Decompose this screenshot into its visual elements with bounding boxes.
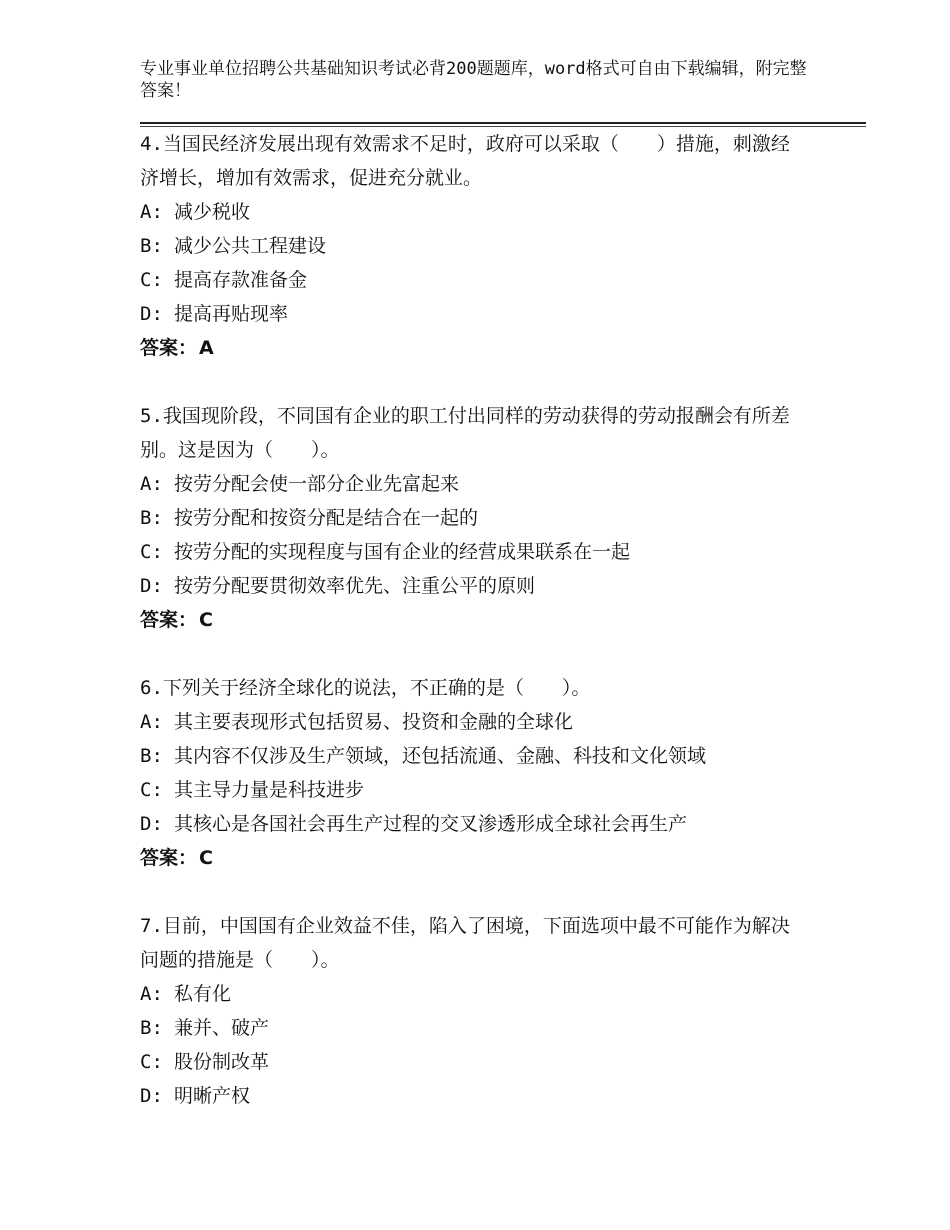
option-d	[140, 1079, 860, 1113]
option-b	[140, 1011, 860, 1045]
option-c	[140, 1045, 860, 1079]
option-b	[140, 501, 860, 535]
option-c	[140, 773, 860, 807]
question-5	[140, 399, 860, 637]
question-stem: 6.下列关于经济全球化的说法，不正确的是（ ）。	[140, 677, 591, 699]
question-list	[140, 127, 860, 1147]
question-6	[140, 671, 860, 875]
option-key: B:	[140, 745, 163, 767]
answer-value: C	[199, 847, 213, 869]
question-stem: 5.我国现阶段，不同国有企业的职工付出同样的劳动获得的劳动报酬会有所差别。这是因为（ ）。	[140, 405, 790, 461]
option-key: B:	[140, 1017, 163, 1039]
option-key: C:	[140, 779, 163, 801]
option-text: 其主导力量是科技进步	[174, 779, 365, 801]
option-text: 其内容不仅涉及生产领域，还包括流通、金融、科技和文化领域	[174, 745, 707, 767]
question-4	[140, 127, 860, 365]
option-a	[140, 195, 860, 229]
option-text: 提高存款准备金	[174, 269, 308, 291]
option-key: B:	[140, 507, 163, 529]
option-d	[140, 807, 860, 841]
option-key: C:	[140, 269, 163, 291]
question-stem: 7.目前，中国国有企业效益不佳，陷入了困境，下面选项中最不可能作为解决问题的措施是（ ）。	[140, 915, 790, 971]
answer-line	[140, 841, 860, 875]
option-key: A:	[140, 711, 163, 733]
answer-value: A	[199, 337, 214, 359]
option-a	[140, 977, 860, 1011]
option-key: D:	[140, 575, 163, 597]
option-c	[140, 263, 860, 297]
option-text: 提高再贴现率	[174, 303, 289, 325]
option-text: 其核心是各国社会再生产过程的交叉渗透形成全球社会再生产	[174, 813, 688, 835]
answer-label: 答案：	[140, 337, 198, 359]
option-key: C:	[140, 1051, 163, 1073]
option-text: 按劳分配会使一部分企业先富起来	[174, 473, 460, 495]
option-key: A:	[140, 201, 163, 223]
answer-label: 答案：	[140, 847, 198, 869]
option-text: 其主要表现形式包括贸易、投资和金融的全球化	[174, 711, 574, 733]
question-stem: 4.当国民经济发展出现有效需求不足时，政府可以采取（ ）措施，刺激经济增长，增加有效需求，促进充分就业。	[140, 133, 790, 189]
option-a	[140, 467, 860, 501]
option-text: 股份制改革	[174, 1051, 270, 1073]
option-a	[140, 705, 860, 739]
option-text: 减少公共工程建设	[174, 235, 327, 257]
option-key: D:	[140, 813, 163, 835]
option-text: 减少税收	[174, 201, 251, 223]
option-d	[140, 297, 860, 331]
option-d	[140, 569, 860, 603]
document-header: 专业事业单位招聘公共基础知识考试必背200题题库，word格式可自由下载编辑，附完整答案！	[140, 59, 807, 101]
question-7	[140, 909, 860, 1113]
option-key: A:	[140, 983, 163, 1005]
header-rule-thick	[140, 122, 866, 124]
answer-line	[140, 331, 860, 365]
option-key: A:	[140, 473, 163, 495]
answer-line	[140, 603, 860, 637]
option-text: 按劳分配要贯彻效率优先、注重公平的原则	[174, 575, 536, 597]
option-text: 明晰产权	[174, 1085, 251, 1107]
option-c	[140, 535, 860, 569]
option-text: 兼并、破产	[174, 1017, 270, 1039]
option-text: 私有化	[174, 983, 232, 1005]
option-key: D:	[140, 1085, 163, 1107]
option-key: B:	[140, 235, 163, 257]
option-b	[140, 739, 860, 773]
option-b	[140, 229, 860, 263]
option-key: D:	[140, 303, 163, 325]
option-text: 按劳分配的实现程度与国有企业的经营成果联系在一起	[174, 541, 631, 563]
option-text: 按劳分配和按资分配是结合在一起的	[174, 507, 479, 529]
answer-label: 答案：	[140, 609, 198, 631]
answer-value: C	[199, 609, 213, 631]
option-key: C:	[140, 541, 163, 563]
